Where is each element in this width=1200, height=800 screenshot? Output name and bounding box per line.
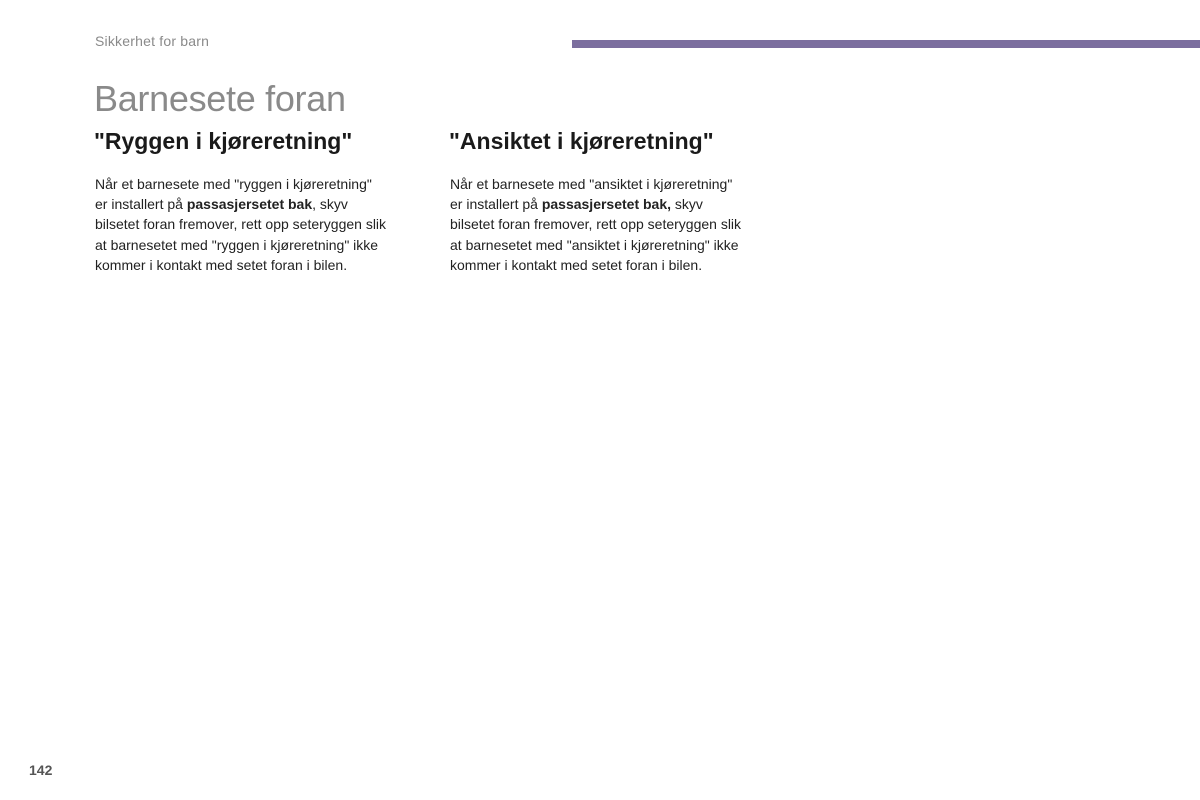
- body-text: , skyv: [312, 196, 348, 213]
- column-heading: "Ansiktet i kjøreretning": [449, 128, 714, 154]
- body-line: bilsetet foran fremover, rett opp seteryggen slik: [450, 216, 742, 233]
- body-text: er installert på: [450, 196, 542, 213]
- body-line: [95, 194, 434, 214]
- column-rear-facing: [94, 126, 434, 275]
- body-line: kommer i kontakt med setet foran i bilen.: [450, 256, 703, 273]
- body-line: Når et barnesete med "ryggen i kjøreretning": [95, 176, 372, 192]
- body-text: skyv: [671, 196, 703, 213]
- body-line: kommer i kontakt med setet foran i bilen.: [95, 256, 348, 273]
- header-rule: [572, 40, 1200, 48]
- column-body: [95, 174, 434, 275]
- page-title: Barnesete foran: [94, 78, 346, 119]
- body-line: Når et barnesete med "ansiktet i kjøreretning": [450, 176, 733, 192]
- body-emphasis: passasjersetet bak: [186, 196, 313, 213]
- body-line: at barnesetet med "ryggen i kjøreretning" ikke: [95, 236, 379, 253]
- column-heading: "Ryggen i kjøreretning": [94, 128, 353, 154]
- page-number: 142: [29, 762, 53, 778]
- body-line: [450, 194, 789, 214]
- body-emphasis: passasjersetet bak,: [541, 196, 672, 213]
- body-line: bilsetet foran fremover, rett opp seteryggen slik: [95, 216, 387, 233]
- body-line: at barnesetet med "ansiktet i kjøreretning" ikke: [450, 236, 739, 253]
- body-text: er installert på: [95, 196, 187, 213]
- column-forward-facing: [449, 126, 789, 275]
- section-label: Sikkerhet for barn: [95, 33, 210, 49]
- column-body: [450, 174, 789, 275]
